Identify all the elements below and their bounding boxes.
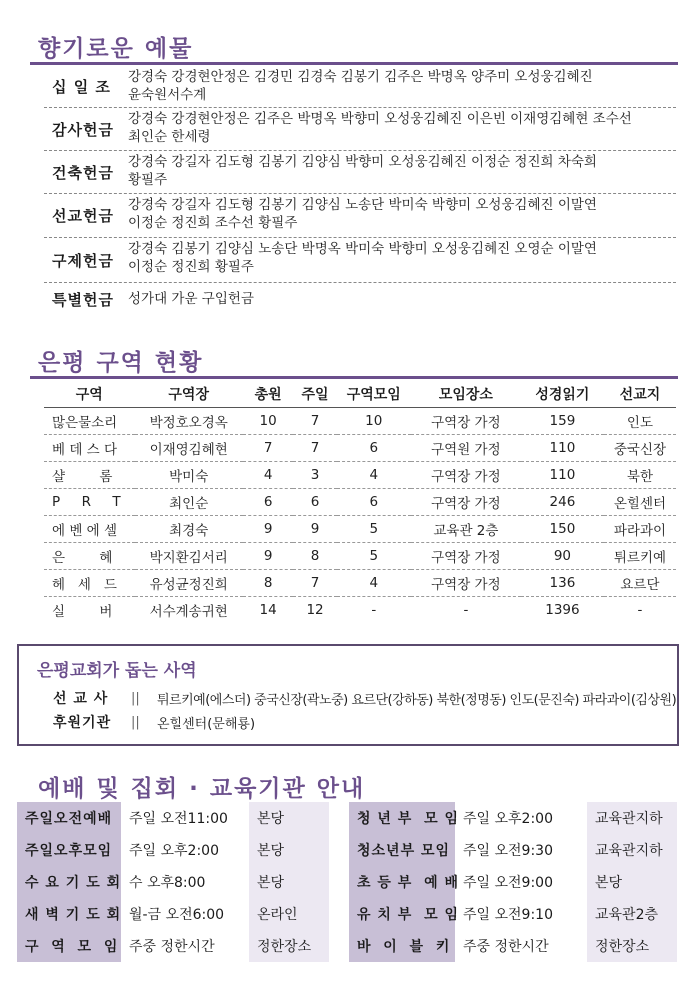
table-row [44, 596, 676, 623]
mission-text: 튀르키예(에스더) 중국신장(곽노중) 요르단(강하동) 북한(정명동) 인도(문진숙) 파라과이(김상원) [157, 692, 677, 708]
offering-names [128, 108, 676, 150]
schedule-left-column [17, 802, 329, 962]
total-members: 14 [259, 601, 277, 618]
schedule-place: 본당 [587, 866, 677, 898]
mission-text: 온힐센터(문해룡) [157, 716, 256, 732]
offering-names-line: 강경숙 강길자 김도형 김봉기 김양심 박향미 오성웅김혜진 이정순 정진희 차숙희 [128, 154, 597, 170]
offering-label: 선교헌금 [52, 207, 114, 225]
meeting-place: - [463, 601, 469, 618]
schedule-row [17, 802, 329, 834]
schedule-title: 예배 및 집회 · 교육기관 안내 [38, 776, 366, 802]
schedule-row [17, 834, 329, 866]
sunday-attendance: 7 [293, 407, 336, 434]
mission-row-sponsors [53, 712, 255, 732]
schedule-place: 교육관2층 [587, 898, 677, 930]
district-name: 베 데 스 다 [44, 434, 135, 461]
schedule-place: 교육관지하 [587, 834, 677, 866]
table-row [44, 461, 676, 488]
offering-label: 감사헌금 [52, 120, 114, 139]
bible-reading: 246 [521, 488, 604, 515]
offering-names-line: 최인순 한세령 [128, 129, 211, 145]
offering-row [44, 108, 676, 151]
schedule-place: 본당 [249, 834, 329, 866]
column-header: 주일 [293, 381, 336, 407]
schedule-row [349, 834, 677, 866]
offering-names-line: 강경숙 강경현안정은 김주은 박명옥 박향미 오성웅김혜진 이은빈 이재영김혜현 조수선 [128, 111, 632, 127]
offering-names [128, 66, 676, 107]
schedule-row [349, 866, 677, 898]
offering-label: 건축헌금 [52, 163, 114, 182]
offering-names-line: 성가대 가운 구입헌금 [128, 291, 254, 307]
offering-row [44, 194, 676, 238]
district-leader: 최경숙 [135, 515, 243, 542]
meeting-place: 교육관 2층 [411, 515, 521, 542]
mission-field: 인도 [604, 407, 676, 434]
offering-row [44, 238, 676, 283]
schedule-time: 월-금 오전6:00 [129, 907, 225, 923]
mission-field: 중국신장 [604, 434, 676, 461]
district-meetings: 5 [337, 542, 411, 569]
meeting-place: 구역장 가정 [411, 542, 521, 569]
meeting-place: 구역장 가정 [411, 569, 521, 596]
schedule-time: 주일 오후2:00 [463, 811, 553, 827]
schedule-row [349, 802, 677, 834]
mission-field: - [637, 601, 643, 618]
column-header: 성경읽기 [521, 381, 604, 407]
schedule-label: 구 역 모 임 [17, 930, 121, 962]
offering-names-line: 강경숙 강경현안정은 김경민 김경숙 김봉기 김주은 박명옥 양주미 오성웅김혜진 [128, 69, 593, 85]
district-leader: 박미숙 [135, 461, 243, 488]
offering-names [128, 151, 676, 193]
district-leader: 최인순 [135, 488, 243, 515]
schedule-label: 수 요 기 도 회 [17, 866, 121, 898]
table-row [44, 569, 676, 596]
district-meetings: 10 [337, 407, 411, 434]
mission-row-missionaries [53, 688, 676, 708]
meeting-place: 구역장 가정 [411, 461, 521, 488]
total-members: 9 [243, 515, 294, 542]
bible-reading: 1396 [545, 601, 580, 618]
district-table [44, 381, 676, 623]
district-leader: 이재영김혜현 [135, 434, 243, 461]
district-meetings: 4 [337, 461, 411, 488]
mission-title: 은평교회가 돕는 사역 [37, 661, 197, 681]
district-name: 은 혜 [44, 542, 135, 569]
schedule-label: 청 년 부 모 임 [349, 802, 455, 834]
mission-separator: || [131, 690, 140, 706]
bible-reading: 159 [521, 407, 604, 434]
offering-names-line: 강경숙 강길자 김도형 김봉기 김양심 노송단 박미숙 박향미 오성웅김혜진 이말연 [128, 197, 597, 213]
offering-names-line: 이정순 정진희 황필주 [128, 259, 254, 275]
column-header: 구역모임 [337, 381, 411, 407]
district-name: 샬 롬 [44, 461, 135, 488]
districts-rule [30, 376, 678, 379]
mission-label: 후원기관 [53, 715, 112, 731]
table-row [44, 488, 676, 515]
schedule-place: 본당 [249, 802, 329, 834]
total-members: 10 [243, 407, 294, 434]
schedule-time: 주중 정한시간 [129, 939, 215, 955]
mission-box [17, 644, 679, 746]
district-meetings: - [371, 601, 377, 618]
offering-names-line: 윤숙원서수계 [128, 87, 207, 103]
schedule-label: 초 등 부 예 배 [349, 866, 455, 898]
mission-field: 온힐센터 [604, 488, 676, 515]
schedule-label: 주일오후모임 [17, 834, 121, 866]
offering-row [44, 283, 676, 315]
column-header: 구역장 [135, 381, 243, 407]
bible-reading: 110 [521, 434, 604, 461]
schedule-label: 새 벽 기 도 회 [17, 898, 121, 930]
offering-label: 십 일 조 [52, 78, 111, 96]
column-header: 선교지 [604, 381, 676, 407]
bible-reading: 110 [521, 461, 604, 488]
district-meetings: 4 [337, 569, 411, 596]
schedule-place: 정한장소 [587, 930, 677, 962]
schedule-label: 유 치 부 모 임 [349, 898, 455, 930]
schedule-time: 주일 오전9:00 [463, 875, 553, 891]
district-leader: 박정호오경옥 [135, 407, 243, 434]
schedule-time: 주일 오전9:10 [463, 907, 553, 923]
bible-reading: 136 [521, 569, 604, 596]
schedule-label: 바 이 블 키 [349, 930, 455, 962]
schedule-time: 주일 오전11:00 [129, 811, 228, 827]
district-name: 많은물소리 [44, 407, 135, 434]
district-meetings: 6 [337, 488, 411, 515]
schedule-right-column [349, 802, 677, 962]
schedule-row [17, 898, 329, 930]
district-name: 실 버 [52, 603, 113, 620]
mission-field: 요르단 [604, 569, 676, 596]
schedule-label: 주일오전예배 [17, 802, 121, 834]
offering-names-line: 황필주 [128, 172, 168, 188]
schedule-time: 주일 오후2:00 [129, 843, 219, 859]
schedule-row [349, 930, 677, 962]
offering-label: 특별헌금 [52, 290, 114, 309]
offering-names [128, 283, 676, 315]
table-row [44, 515, 676, 542]
mission-separator: || [131, 714, 140, 730]
mission-field: 북한 [604, 461, 676, 488]
offering-names-line: 강경숙 김봉기 김양심 노송단 박명옥 박미숙 박향미 오성웅김혜진 오영순 이말연 [128, 241, 597, 257]
meeting-place: 구역장 가정 [411, 488, 521, 515]
mission-label: 선 교 사 [53, 691, 109, 707]
district-name: 에 벤 에 셀 [44, 515, 135, 542]
total-members: 7 [243, 434, 294, 461]
bible-reading: 90 [521, 542, 604, 569]
district-leader: 박지환김서리 [135, 542, 243, 569]
column-header: 총원 [243, 381, 294, 407]
offering-names [128, 238, 676, 282]
schedule-row [17, 930, 329, 962]
schedule-place: 교육관지하 [587, 802, 677, 834]
offerings-rule [30, 62, 678, 65]
mission-field: 파라과이 [604, 515, 676, 542]
offering-names [128, 194, 676, 237]
district-leader: 유성균정진희 [135, 569, 243, 596]
sunday-attendance: 3 [293, 461, 336, 488]
bible-reading: 150 [521, 515, 604, 542]
schedule-place: 온라인 [249, 898, 329, 930]
sunday-attendance: 7 [293, 434, 336, 461]
district-meetings: 5 [337, 515, 411, 542]
table-row [44, 542, 676, 569]
total-members: 8 [243, 569, 294, 596]
offering-label: 구제헌금 [52, 251, 114, 270]
meeting-place: 구역장 가정 [411, 407, 521, 434]
total-members: 4 [243, 461, 294, 488]
district-table-header [44, 381, 676, 407]
district-leader: 서수계송귀현 [149, 603, 228, 620]
district-meetings: 6 [337, 434, 411, 461]
total-members: 6 [243, 488, 294, 515]
schedule-place: 본당 [249, 866, 329, 898]
district-name: P R T [44, 488, 135, 515]
schedule-label: 청소년부 모임 [349, 834, 455, 866]
district-name: 헤 세 드 [44, 569, 135, 596]
mission-field: 튀르키예 [604, 542, 676, 569]
schedule-time: 수 오후8:00 [129, 875, 206, 891]
offering-names-line: 이정순 정진희 조수선 황필주 [128, 215, 298, 231]
schedule-row [349, 898, 677, 930]
sunday-attendance: 9 [293, 515, 336, 542]
column-header: 구역 [44, 381, 135, 407]
total-members: 9 [243, 542, 294, 569]
districts-title: 은평 구역 현황 [38, 350, 204, 376]
schedule-row [17, 866, 329, 898]
table-row [44, 434, 676, 461]
sunday-attendance: 8 [293, 542, 336, 569]
table-row [44, 407, 676, 434]
sunday-attendance: 6 [293, 488, 336, 515]
schedule-time: 주중 정한시간 [463, 939, 549, 955]
meeting-place: 구역원 가정 [411, 434, 521, 461]
sunday-attendance: 7 [293, 569, 336, 596]
column-header: 모임장소 [411, 381, 521, 407]
offering-row [44, 66, 676, 108]
schedule-time: 주일 오전9:30 [463, 843, 553, 859]
sunday-attendance: 12 [306, 601, 324, 618]
offerings-title: 향기로운 예물 [38, 36, 194, 62]
offering-row [44, 151, 676, 194]
schedule-place: 정한장소 [249, 930, 329, 962]
